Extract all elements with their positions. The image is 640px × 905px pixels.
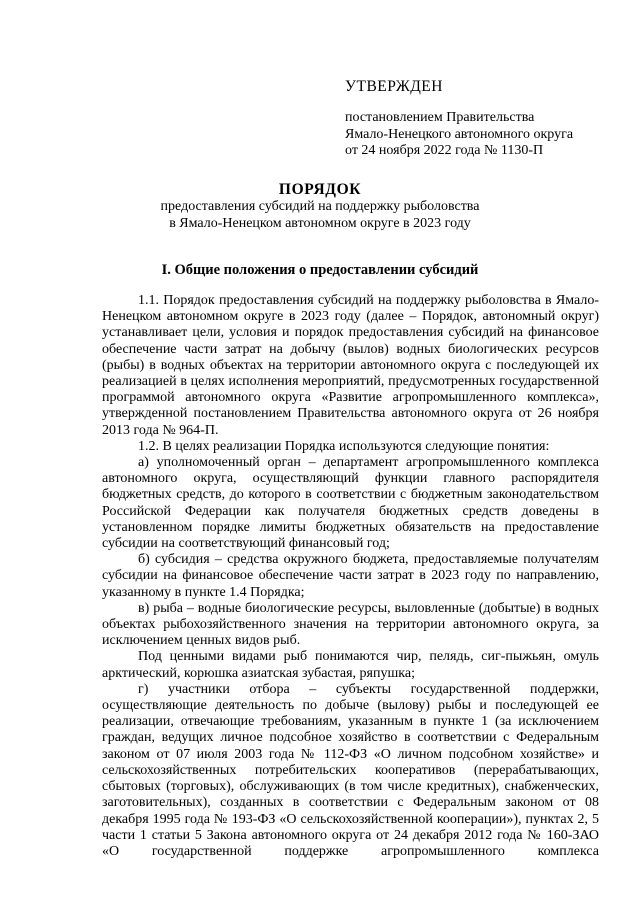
- paragraph: 1.1. Порядок предоставления субсидий на поддержку рыболовства в Ямало-Ненецком автономном округе в 2023 году (далее – Порядок, автономный округ) устанавливает цели, условия и порядок предоставления субсидий на финансовое обеспечение части затрат на добычу (вылов) водных биологических ресурсов (рыбы) в водных объектах на территории автономного округа с последующей их реализацией в целях исполнения мероприятий, предусмотренных государственной программой автономного округа «Развитие агропромышленного комплекса», утвержденной постановлением Правительства автономного округа от 26 ноября 2013 года № 964-П.: [102, 293, 599, 438]
- approval-line-2: Ямало-Ненецкого автономного округа: [345, 126, 574, 142]
- paragraph: б) субсидия – средства окружного бюджета, предоставляемые получателям субсидии на финансовое обеспечение части затрат в 2023 году по направлению, указанному в пункте 1.4 Порядка;: [102, 552, 599, 600]
- paragraph: 1.2. В целях реализации Порядка используются следующие понятия:: [138, 438, 550, 454]
- document-body: [102, 293, 599, 860]
- document-subtitle-2: в Ямало-Ненецком автономном округе в 2023 году: [169, 215, 471, 231]
- paragraph: в) рыба – водные биологические ресурсы, выловленные (добытые) в водных объектах рыбохозяйственного значения на территории автономного округа, за исключением ценных видов рыб.: [102, 600, 599, 649]
- approval-heading: УТВЕРЖДЕН: [345, 78, 443, 95]
- document-title: ПОРЯДОК: [278, 181, 362, 198]
- approval-line-1: постановлением Правительства: [345, 110, 535, 125]
- document-subtitle-1: предоставления субсидий на поддержку рыболовства: [160, 199, 480, 214]
- document-title-block: [0, 181, 640, 232]
- approval-block: [345, 78, 573, 160]
- paragraph: а) уполномоченный орган – департамент агропромышленного комплекса автономного округа, осуществляющий функции главного распорядителя бюджетных средств, до которого в соответствии с бюджетным законодательством Российской Федерации как получателя бюджетных средств доведены в установленном порядке лимиты бюджетных обязательств на предоставление субсидии на соответствующий финансовый год;: [102, 455, 599, 552]
- approval-line-3: от 24 ноября 2022 года № 1130-П: [345, 143, 544, 158]
- section-heading: I. Общие положения о предоставлении субсидий: [161, 262, 479, 278]
- paragraph: г) участники отбора – субъекты государственной поддержки, осуществляющие деятельность по добыче (вылову) рыбы и последующей ее реализации, отвечающие требованиям, указанным в пункте 1 (за исключением граждан, ведущих личное подсобное хозяйство в соответствии с Федеральным законом от 07 июля 2003 года № 112-ФЗ «О личном подсобном хозяйстве» и сельскохозяйственных потребительских кооперативов (перерабатывающих, сбытовых (торговых), обслуживающих (в том числе кредитных), снабженческих, заготовительных), созданных в соответствии с Федеральным законом от 08 декабря 1995 года № 193-ФЗ «О сельскохозяйственной кооперации»), пунктах 2, 5 части 1 статьи 5 Закона автономного округа от 24 декабря 2012 года № 160-ЗАО «О государственной поддержке агропромышленного комплекса: [102, 681, 599, 859]
- paragraph: Под ценными видами рыб понимаются чир, пелядь, сиг-пыжьян, омуль арктический, корюшка азиатская зубастая, ряпушка;: [102, 649, 599, 681]
